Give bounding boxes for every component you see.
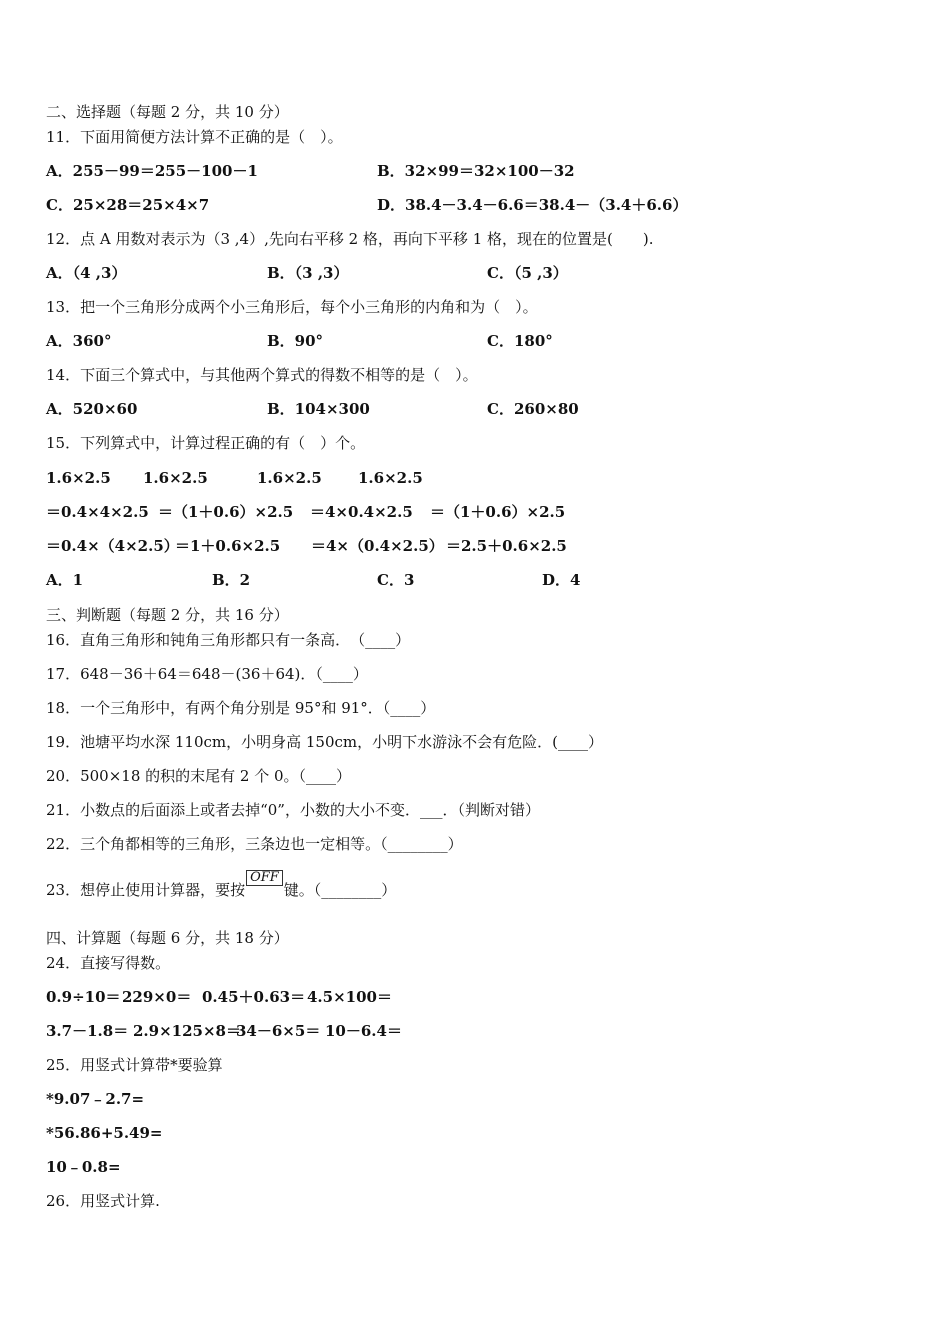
q12-option-a: A．（4 ,3） bbox=[46, 264, 127, 282]
q15-expr: ＝4×（0.4×2.5） bbox=[311, 537, 444, 555]
q11-option-d: D．38.4－3.4－6.6＝38.4－（3.4＋6.6） bbox=[377, 196, 688, 214]
q23-text-after: 键。（________） bbox=[283, 881, 397, 899]
q23-text-before: 23．想停止使用计算器，要按 bbox=[46, 881, 246, 899]
q15-option-a: A．1 bbox=[46, 571, 84, 589]
q12-stem: 12．点 A 用数对表示为（3 ,4）,先向右平移 2 格，再向下平移 1 格，现在的位置是( ). bbox=[46, 230, 654, 248]
q25-item: *56.86+5.49= bbox=[46, 1124, 163, 1142]
q15-expr: ＝2.5＋0.6×2.5 bbox=[446, 537, 567, 555]
q25-item: *9.07﹣2.7= bbox=[46, 1090, 145, 1108]
q12-option-c: C．（5 ,3） bbox=[487, 264, 568, 282]
q11-option-c: C．25×28＝25×4×7 bbox=[46, 196, 210, 214]
q11-stem: 11．下面用简便方法计算不正确的是（ ）。 bbox=[46, 128, 343, 146]
q24-expr: 0.9÷10＝ bbox=[46, 988, 121, 1006]
q15-option-d: D．4 bbox=[542, 571, 581, 589]
q14-option-b: B．104×300 bbox=[267, 400, 370, 418]
q15-expr: ＝（1＋0.6）×2.5 bbox=[158, 503, 294, 521]
q24-expr: 3.7－1.8＝ bbox=[46, 1022, 129, 1040]
q21: 21．小数点的后面添上或者去掉“0”，小数的大小不变．___．（判断对错） bbox=[46, 801, 540, 819]
q15-expr: ＝4×0.4×2.5 bbox=[310, 503, 413, 521]
q13-option-a: A．360° bbox=[46, 332, 112, 350]
q17: 17．648－36＋64＝648－(36＋64)．（____） bbox=[46, 665, 368, 683]
q11-option-a: A．255－99＝255－100－1 bbox=[46, 162, 258, 180]
q24-expr: 229×0＝ bbox=[122, 988, 192, 1006]
q15-expr: 1.6×2.5 bbox=[257, 469, 322, 487]
q18: 18．一个三角形中，有两个角分别是 95°和 91°．（____） bbox=[46, 699, 436, 717]
q15-option-c: C．3 bbox=[377, 571, 415, 589]
q23 bbox=[46, 870, 397, 900]
q26: 26．用竖式计算. bbox=[46, 1192, 160, 1210]
q14-option-a: A．520×60 bbox=[46, 400, 138, 418]
q25: 25．用竖式计算带*要验算 bbox=[46, 1056, 223, 1074]
q15-stem: 15．下列算式中，计算过程正确的有（ ）个。 bbox=[46, 434, 366, 452]
q15-expr: ＝1＋0.6×2.5 bbox=[175, 537, 281, 555]
section-2-header: 二、选择题（每题 2 分，共 10 分） bbox=[46, 103, 289, 121]
q22: 22．三个角都相等的三角形，三条边也一定相等。（________） bbox=[46, 835, 463, 853]
q15-expr: 1.6×2.5 bbox=[143, 469, 208, 487]
off-key-icon: OFF bbox=[246, 870, 283, 886]
q19: 19．池塘平均水深 110cm，小明身高 150cm，小明下水游泳不会有危险．(____） bbox=[46, 733, 603, 751]
q15-option-b: B．2 bbox=[212, 571, 251, 589]
q14-option-c: C．260×80 bbox=[487, 400, 579, 418]
q24-expr: 2.9×125×8＝ bbox=[133, 1022, 241, 1040]
q16: 16．直角三角形和钝角三角形都只有一条高． （____） bbox=[46, 631, 411, 649]
q14-stem: 14．下面三个算式中，与其他两个算式的得数不相等的是（ ）。 bbox=[46, 366, 478, 384]
q15-expr: ＝0.4×4×2.5 bbox=[46, 503, 149, 521]
q13-option-b: B．90° bbox=[267, 332, 324, 350]
q20: 20．500×18 的积的末尾有 2 个 0。（____） bbox=[46, 767, 352, 785]
q24-expr: 34－6×5＝ bbox=[236, 1022, 321, 1040]
q15-expr: 1.6×2.5 bbox=[46, 469, 111, 487]
q12-option-b: B．（3 ,3） bbox=[267, 264, 349, 282]
q13-option-c: C．180° bbox=[487, 332, 553, 350]
q15-expr: ＝（1＋0.6）×2.5 bbox=[430, 503, 566, 521]
q15-expr: 1.6×2.5 bbox=[358, 469, 423, 487]
q24: 24．直接写得数。 bbox=[46, 954, 171, 972]
q11-option-b: B．32×99＝32×100－32 bbox=[377, 162, 575, 180]
section-4-header: 四、计算题（每题 6 分，共 18 分） bbox=[46, 929, 289, 947]
q25-item: 10﹣0.8= bbox=[46, 1158, 121, 1176]
q15-expr: ＝0.4×（4×2.5） bbox=[46, 537, 179, 555]
q24-expr: 4.5×100＝ bbox=[307, 988, 392, 1006]
section-3-header: 三、判断题（每题 2 分，共 16 分） bbox=[46, 606, 289, 624]
q13-stem: 13．把一个三角形分成两个小三角形后，每个小三角形的内角和为（ ）。 bbox=[46, 298, 538, 316]
q24-expr: 0.45＋0.63＝ bbox=[202, 988, 306, 1006]
q24-expr: 10－6.4＝ bbox=[325, 1022, 402, 1040]
